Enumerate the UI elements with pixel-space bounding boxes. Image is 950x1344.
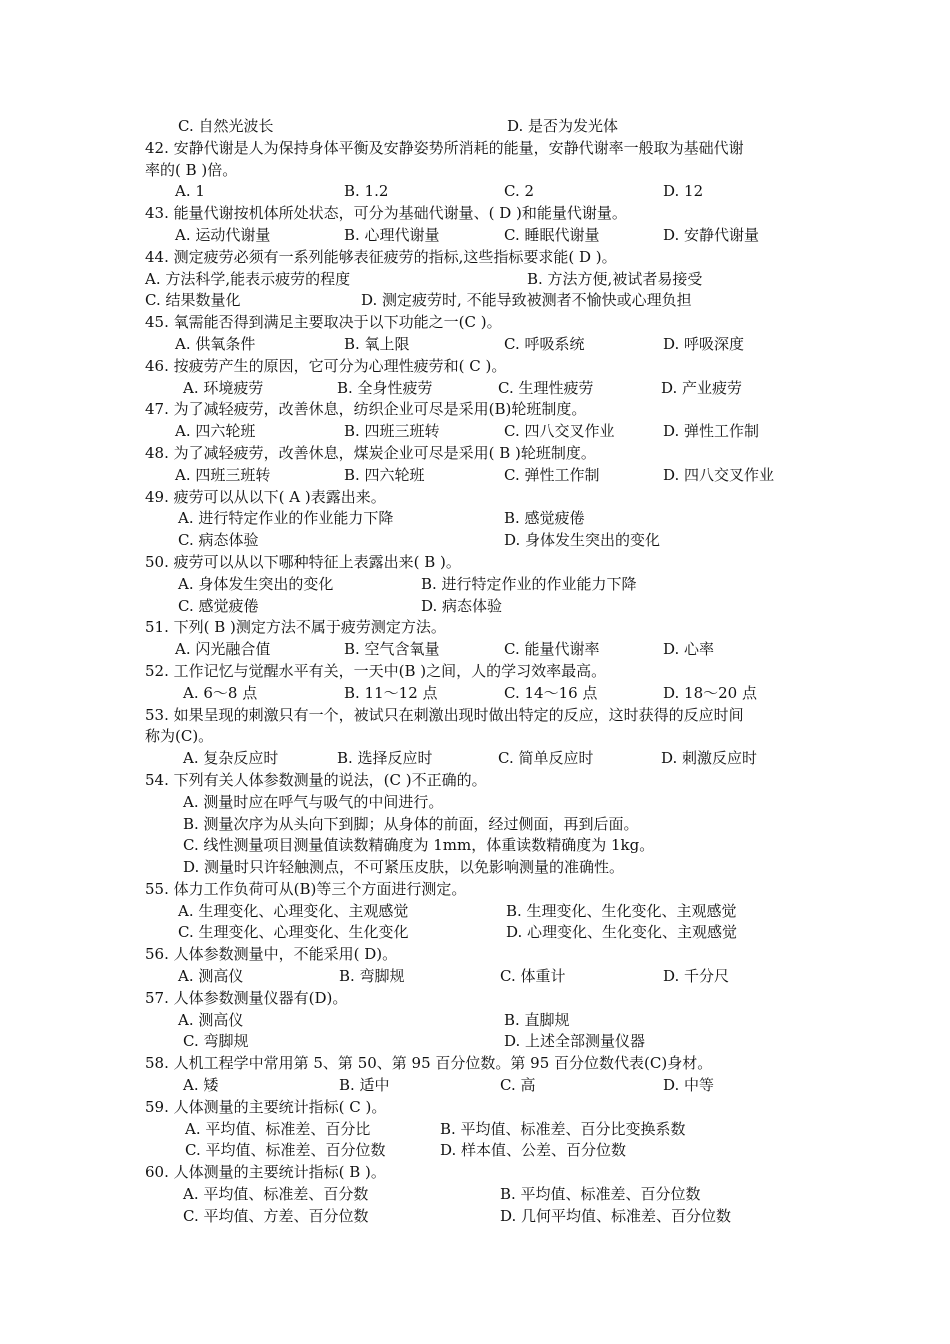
option-text: A. 6～8 点 [183, 683, 258, 702]
option-text: D. 产业疲劳 [661, 378, 743, 397]
options-row [145, 116, 825, 138]
options-row [145, 835, 825, 857]
option-text: A. 平均值、标准差、百分数 [183, 1185, 369, 1204]
option-text: C. 平均值、方差、百分位数 [183, 1206, 369, 1225]
options-row [145, 1140, 825, 1162]
option-text: B. 四六轮班 [344, 465, 425, 484]
options-row [145, 901, 825, 923]
options-row [145, 269, 825, 291]
option-text: A. 闪光融合值 [175, 640, 271, 659]
option-text: D. 心率 [663, 640, 715, 659]
question-line: 55. 体力工作负荷可从(B)等三个方面进行测定。 [145, 879, 467, 898]
options-row [145, 465, 825, 487]
option-text: B. 平均值、标准差、百分位数 [500, 1185, 701, 1204]
options-row [145, 683, 825, 705]
question-line: 47. 为了减轻疲劳，改善休息，纺织企业可尽是采用(B)轮班制度。 [145, 400, 587, 419]
option-text: D. 千分尺 [663, 967, 730, 986]
options-row [145, 1206, 825, 1228]
options-row [145, 814, 825, 836]
options-row [145, 792, 825, 814]
question-line: 59. 人体测量的主要统计指标( C )。 [145, 1097, 387, 1116]
options-row [145, 1119, 825, 1141]
option-text: B. 1.2 [344, 182, 389, 201]
option-text: D. 是否为发光体 [507, 117, 619, 135]
option-text: A. 运动代谢量 [175, 225, 271, 244]
option-text: B. 适中 [339, 1076, 390, 1095]
option-text: A. 平均值、标准差、百分比 [185, 1119, 371, 1138]
option-text: D. 测量时只许轻触测点，不可紧压皮肤，以免影响测量的准确性。 [183, 858, 625, 877]
option-text: D. 四八交叉作业 [663, 465, 775, 484]
option-text: B. 直脚规 [504, 1010, 570, 1029]
option-text: B. 心理代谢量 [344, 225, 440, 244]
option-text: C. 能量代谢率 [504, 640, 600, 659]
option-text: B. 选择反应时 [337, 749, 433, 768]
option-text: C. 结果数量化 [145, 291, 241, 310]
option-text: C. 14～16 点 [504, 683, 598, 702]
option-text: B. 感觉疲倦 [504, 509, 585, 528]
option-text: B. 全身性疲劳 [337, 378, 433, 397]
option-text: A. 四六轮班 [175, 422, 256, 441]
question-line: 42. 安静代谢是人为保持身体平衡及安静姿势所消耗的能量，安静代谢率一般取为基础代谢 [145, 138, 744, 157]
question-line: 50. 疲劳可以从以下哪种特征上表露出来( B )。 [145, 552, 461, 571]
option-text: D. 中等 [663, 1076, 715, 1095]
option-text: B. 空气含氧量 [344, 640, 440, 659]
options-row [145, 1075, 825, 1097]
question-line: 53. 如果呈现的刺激只有一个，被试只在刺激出现时做出特定的反应，这时获得的反应时间 [145, 705, 744, 724]
option-text: D. 刺激反应时 [661, 749, 758, 768]
option-text: C. 生理性疲劳 [498, 378, 594, 397]
option-text: A. 方法科学,能表示疲劳的程度 [145, 269, 351, 288]
question-line: 43. 能量代谢按机体所处状态，可分为基础代谢量、( D )和能量代谢量。 [145, 204, 627, 223]
option-text: A. 进行特定作业的作业能力下降 [178, 509, 394, 528]
question-line: 44. 测定疲劳必须有一系列能够表征疲劳的指标,这些指标要求能( D )。 [145, 247, 617, 266]
option-text: A. 1 [175, 182, 205, 201]
option-text: D. 样本值、公差、百分位数 [440, 1141, 627, 1160]
question-line: 51. 下列( B )测定方法不属于疲劳测定方法。 [145, 618, 446, 637]
option-text: D. 12 [663, 182, 704, 201]
option-text: A. 身体发生突出的变化 [178, 574, 334, 593]
options-row [145, 421, 825, 443]
options-row [145, 1031, 825, 1053]
option-text: C. 线性测量项目测量值读数精确度为 1mm，体重读数精确度为 1kg。 [183, 836, 655, 855]
option-text: C. 四八交叉作业 [504, 422, 615, 441]
options-row [145, 748, 825, 770]
question-line: 45. 氧需能否得到满足主要取决于以下功能之一(C )。 [145, 313, 502, 332]
option-text: C. 2 [504, 182, 535, 201]
option-text: A. 复杂反应时 [183, 749, 279, 768]
option-text: D. 上述全部测量仪器 [504, 1032, 646, 1051]
option-text: B. 测量次序为从头向下到脚；从身体的前面，经过侧面，再到后面。 [183, 814, 639, 833]
question-line: 称为(C)。 [145, 727, 214, 746]
option-text: C. 生理变化、心理变化、生化变化 [178, 923, 409, 942]
option-text: B. 氧上限 [344, 334, 410, 353]
options-row [145, 334, 825, 356]
question-line: 52. 工作记忆与觉醒水平有关，一天中(B )之间，人的学习效率最高。 [145, 661, 607, 680]
question-line: 56. 人体参数测量中，不能采用( D)。 [145, 945, 398, 964]
question-line: 49. 疲劳可以从以下( A )表露出来。 [145, 487, 386, 506]
options-row [145, 378, 825, 400]
option-text: C. 弹性工作制 [504, 465, 600, 484]
options-row [145, 1010, 825, 1032]
option-text: D. 心理变化、生化变化、主观感觉 [506, 923, 738, 942]
option-text: A. 生理变化、心理变化、主观感觉 [178, 901, 409, 920]
option-text: C. 睡眠代谢量 [504, 225, 600, 244]
question-line: 57. 人体参数测量仪器有(D)。 [145, 988, 348, 1007]
option-text: B. 进行特定作业的作业能力下降 [421, 574, 637, 593]
option-text: A. 测高仪 [178, 967, 244, 986]
option-text: D. 病态体验 [421, 596, 503, 615]
question-list [145, 116, 825, 1228]
options-row [145, 596, 825, 618]
option-text: B. 平均值、标准差、百分比变换系数 [440, 1119, 686, 1138]
options-row [145, 922, 825, 944]
option-text: C. 感觉疲倦 [178, 596, 259, 615]
option-text: A. 矮 [183, 1076, 219, 1095]
option-text: B. 方法方便,被试者易接受 [527, 269, 703, 288]
question-line: 率的( B )倍。 [145, 160, 238, 179]
option-text: A. 供氧条件 [175, 334, 256, 353]
question-line: 46. 按疲劳产生的原因，它可分为心理性疲劳和( C )。 [145, 356, 507, 375]
option-text: A. 测量时应在呼气与吸气的中间进行。 [183, 792, 444, 811]
option-text: D. 弹性工作制 [663, 422, 760, 441]
options-row [145, 966, 825, 988]
question-line: 48. 为了减轻疲劳，改善休息，煤炭企业可尽是采用( B )轮班制度。 [145, 443, 596, 462]
option-text: C. 简单反应时 [498, 749, 594, 768]
option-text: C. 病态体验 [178, 531, 259, 550]
option-text: A. 环境疲劳 [183, 378, 264, 397]
option-text: C. 弯脚规 [183, 1032, 249, 1051]
options-row [145, 508, 825, 530]
options-row [145, 857, 825, 879]
options-row [145, 639, 825, 661]
option-text: D. 呼吸深度 [663, 334, 745, 353]
options-row [145, 290, 825, 312]
option-text: B. 生理变化、生化变化、主观感觉 [506, 901, 737, 920]
option-text: C. 平均值、标准差、百分位数 [185, 1141, 386, 1160]
options-row [145, 1184, 825, 1206]
option-text: B. 弯脚规 [339, 967, 405, 986]
option-text: B. 11～12 点 [344, 683, 438, 702]
option-text: D. 测定疲劳时, 不能导致被测者不愉快或心理负担 [361, 291, 692, 310]
question-line: 54. 下列有关人体参数测量的说法，(C )不正确的。 [145, 770, 487, 789]
option-text: D. 18～20 点 [663, 683, 757, 702]
option-text: C. 自然光波长 [178, 117, 274, 135]
options-row [145, 225, 825, 247]
option-text: C. 高 [500, 1076, 536, 1095]
options-row [145, 574, 825, 596]
option-text: C. 呼吸系统 [504, 334, 585, 353]
options-row [145, 181, 825, 203]
option-text: A. 测高仪 [178, 1010, 244, 1029]
option-text: A. 四班三班转 [175, 465, 271, 484]
option-text: D. 身体发生突出的变化 [504, 531, 661, 550]
question-line: 58. 人机工程学中常用第 5、第 50、第 95 百分位数。第 95 百分位数代表(C)身材。 [145, 1054, 713, 1073]
option-text: C. 体重计 [500, 967, 566, 986]
option-text: D. 安静代谢量 [663, 225, 760, 244]
option-text: D. 几何平均值、标准差、百分位数 [500, 1206, 732, 1225]
options-row [145, 530, 825, 552]
question-line: 60. 人体测量的主要统计指标( B )。 [145, 1163, 386, 1182]
option-text: B. 四班三班转 [344, 422, 440, 441]
